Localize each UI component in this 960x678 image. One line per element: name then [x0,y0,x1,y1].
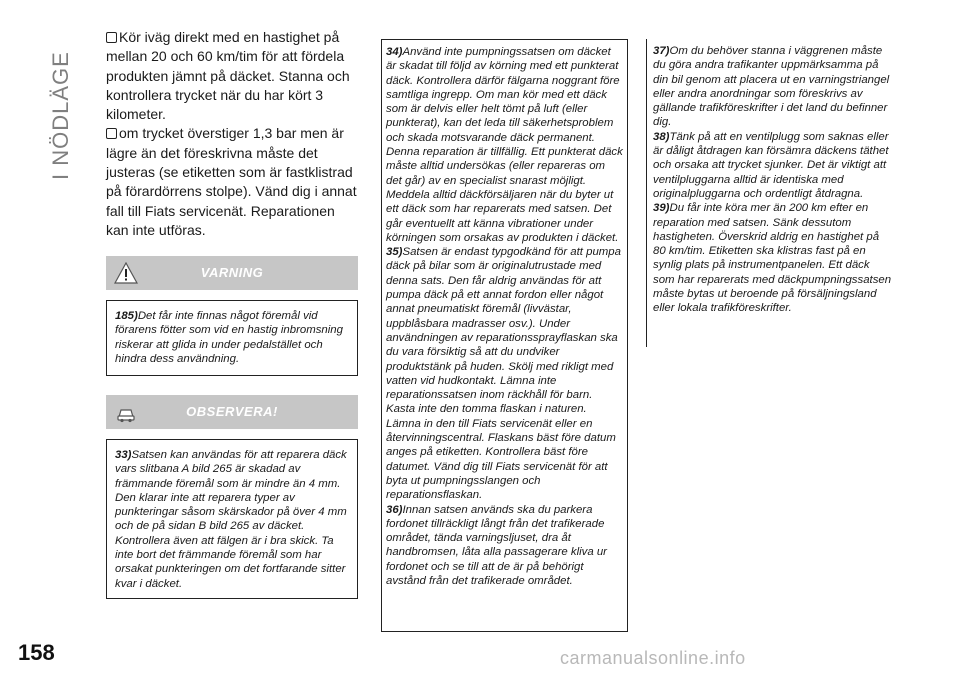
observe-title: OBSERVERA! [186,404,278,419]
note-text: Satsen är endast typgodkänd för att pumpa däck på bilar som är originalutrustade med denna sats. Den får aldrig användas för att pumpa däck på ett annat fordon eller något annat pneumatiskt föremål (livvästar, uppblåsbara madrasser osv.). Under användningen av reparationssprayflaskan ska du vara försiktig så att du undviker produktstänk på huden. Skölj med rikligt med vatten vid hudkontakt. Lämna inte reparationssatsen inom räckhåll för barn. Kasta inte den tomma flaskan i naturen. Lämna in den till Fiats servicenät eller en återvinningscentral. Flaskans bäst före datum anges på etiketten. Kontrollera bäst före datumet. Vänd dig till Fiats servicenät för att byta ut pumpningsslangen och reparationsflaskan. [386,246,621,502]
column-2-notes [381,39,628,632]
warning-note [115,309,349,366]
note-text: Tänk på att en ventilplugg som saknas eller är dåligt åtdragen kan försämra däckens täthet och orsaka att trycket sjunker. Det är viktigt att ventilpluggarna alltid är identiska med originalpluggarna och ordentligt åtdragna. [653,130,889,200]
warning-box [106,300,358,376]
section-title: I NÖDLÄGE [48,51,73,180]
note-number: 185) [115,310,138,322]
note-item [653,201,893,315]
note-number: 35) [386,246,403,259]
note-text: Använd inte pumpningssatsen om däcket är skadat till följd av körning med ett punkterat däck. Kontrollera därför fälgarna noggrant före samtliga ingrepp. Om man kör med ett däck som är delvis eller helt tömt på luft (eller punkterat), kan det leda till säkerhetsproblem och skada motsvarande däck permanent. Denna reparation är tillfällig. Ett punkterat däck måste alltid undersökas (eller repareras om det går) av en specialist snarast möjligt. Meddela alltid däckförsäljaren när du byter ut ett däck som har reparerats med satsen. Det går eventuellt att känna vibrationer under körningen som orsakas av produkten i däcket. [386,46,623,244]
note-text: Du får inte köra mer än 200 km efter en reparation med satsen. Sänk dessutom hastigheten. Överskrid aldrig en hastighet på 80 km/tim. Etiketten ska klistras fast på en synlig plats på instrumentpanelen. Ett däck som har reparerats med däckpumpningssatsen måste bytas ut beroende på försäljningsland eller lokala trafikföreskrifter. [653,202,892,315]
observe-note [115,448,349,591]
note-number: 39) [653,202,670,215]
bullet-text: om trycket överstiger 1,3 bar men är lägre än det föreskrivna måste det justeras (se etiketten som är fastklistrad på förardörrens stolpe). Vänd dig i annat fall till Fiats servicenät. Reparationen kan inte utföras. [106,125,357,238]
note-text: Det får inte finnas något föremål vid förarens fötter som vid en hastig inbromsning riskerar att glida in under pedalstället och hindra dess användning. [115,310,343,365]
column-3-notes [646,39,897,347]
note-number: 38) [653,130,670,143]
note-number: 36) [386,503,403,516]
warning-header [106,256,358,290]
observe-box [106,439,358,599]
note-text: Satsen kan användas för att reparera däck vars slitbana A bild 265 är skadad av främmande föremål som är mindre än 4 mm. Den klarar inte att reparera typer av punkteringar såsom skärskador på över 4 mm och de på sidan B bild 265 av däcket. Kontrollera även att fälgen är i bra skick. Ta inte bort det främmande föremål som har orsakat punkteringen om det fortfarande sitter kvar i däcket. [115,449,347,590]
checkbox-bullet-icon [106,128,117,139]
page-number: 158 [18,640,55,665]
section-tab [30,30,80,190]
bullet-item [106,124,358,240]
bullet-text: Kör iväg direkt med en hastighet på mellan 20 och 60 km/tim för att fördela produkten jämnt på däcket. Stanna och kontrollera trycket när du har kört 3 kilometer. [106,29,350,123]
note-item [386,245,623,502]
bullet-item [106,28,358,124]
note-number: 37) [653,45,670,57]
checkbox-bullet-icon [106,32,117,43]
note-item [653,130,893,201]
note-item [653,44,893,130]
note-text: Om du behöver stanna i väggrenen måste du göra andra trafikanter uppmärksamma på din bil genom att placera ut en varningstriangel eller andra anordningar som föreskrivs av gällande trafikföreskrifter i det land du befinner dig. [653,45,890,129]
column-1 [106,28,358,240]
watermark: carmanualsonline.info [560,648,746,668]
note-number: 34) [386,46,403,58]
warning-title: VARNING [200,265,264,280]
note-text: Innan satsen används ska du parkera fordonet tillräckligt långt från det trafikerade området, tända varningsljuset, dra åt handbromsen, låta alla passagerare kliva ur fordonet och se till att de är på behörigt avstånd från det trafikerade området. [386,503,607,587]
note-item [386,503,623,589]
observe-header [106,395,358,429]
note-item [386,45,623,245]
note-number: 33) [115,449,132,461]
